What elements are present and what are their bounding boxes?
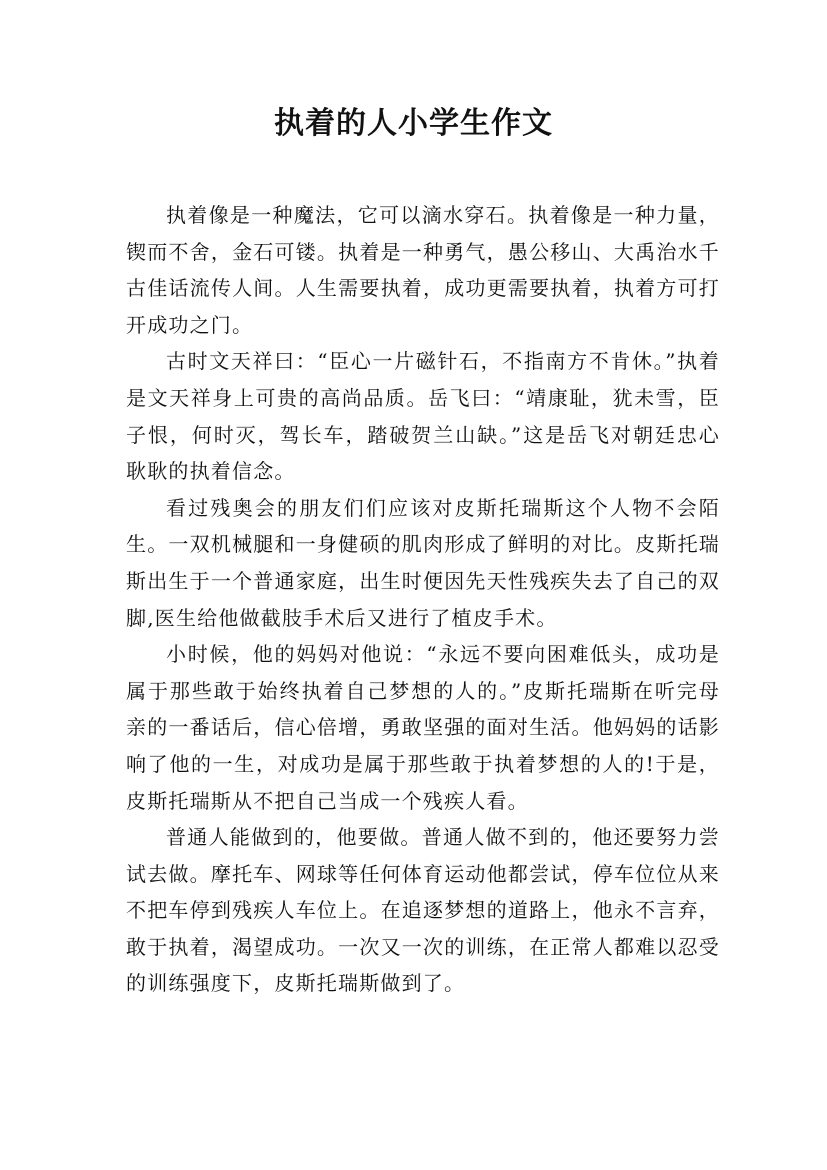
- paragraph-5: 普通人能做到的，他要做。普通人做不到的，他还要努力尝试去做。摩托车、网球等任何体育运动他都尝试，停车位位从来不把车停到残疾人车位上。在追逐梦想的道路上，他永不言弃，敢于执着，渴望成功。一次又一次的训练，在正常人都难以忍受的训练强度下，皮斯托瑞斯做到了。: [126, 825, 720, 996]
- document-body: [126, 197, 720, 1002]
- paragraph-4: 小时候，他的妈妈对他说：“永远不要向困难低头，成功是属于那些敢于始终执着自己梦想的人的。”皮斯托瑞斯在听完母亲的一番话后，信心倍增，勇敢坚强的面对生活。他妈妈的话影响了他的一生，对成功是属于那些敢于执着梦想的人的!于是，皮斯托瑞斯从不把自己当成一个残疾人看。: [126, 642, 720, 813]
- paragraph-3: 看过残奥会的朋友们们应该对皮斯托瑞斯这个人物不会陌生。一双机械腿和一身健硕的肌肉形成了鲜明的对比。皮斯托瑞斯出生于一个普通家庭，出生时便因先天性残疾失去了自己的双脚,医生给他做截肢手术后又进行了植皮手术。: [126, 495, 720, 630]
- paragraph-2: 古时文天祥曰：“臣心一片磁针石，不指南方不肯休。”执着是文天祥身上可贵的高尚品质。岳飞曰：“靖康耻，犹未雪，臣子恨，何时灭，驾长车，踏破贺兰山缺。”这是岳飞对朝廷忠心耿耿的执着信念。: [126, 349, 720, 484]
- document-title: 执着的人小学生作文: [274, 106, 553, 141]
- paragraph-1: 执着像是一种魔法，它可以滴水穿石。执着像是一种力量，锲而不舍，金石可镂。执着是一种勇气，愚公移山、大禹治水千古佳话流传人间。人生需要执着，成功更需要执着，执着方可打开成功之门。: [126, 203, 720, 337]
